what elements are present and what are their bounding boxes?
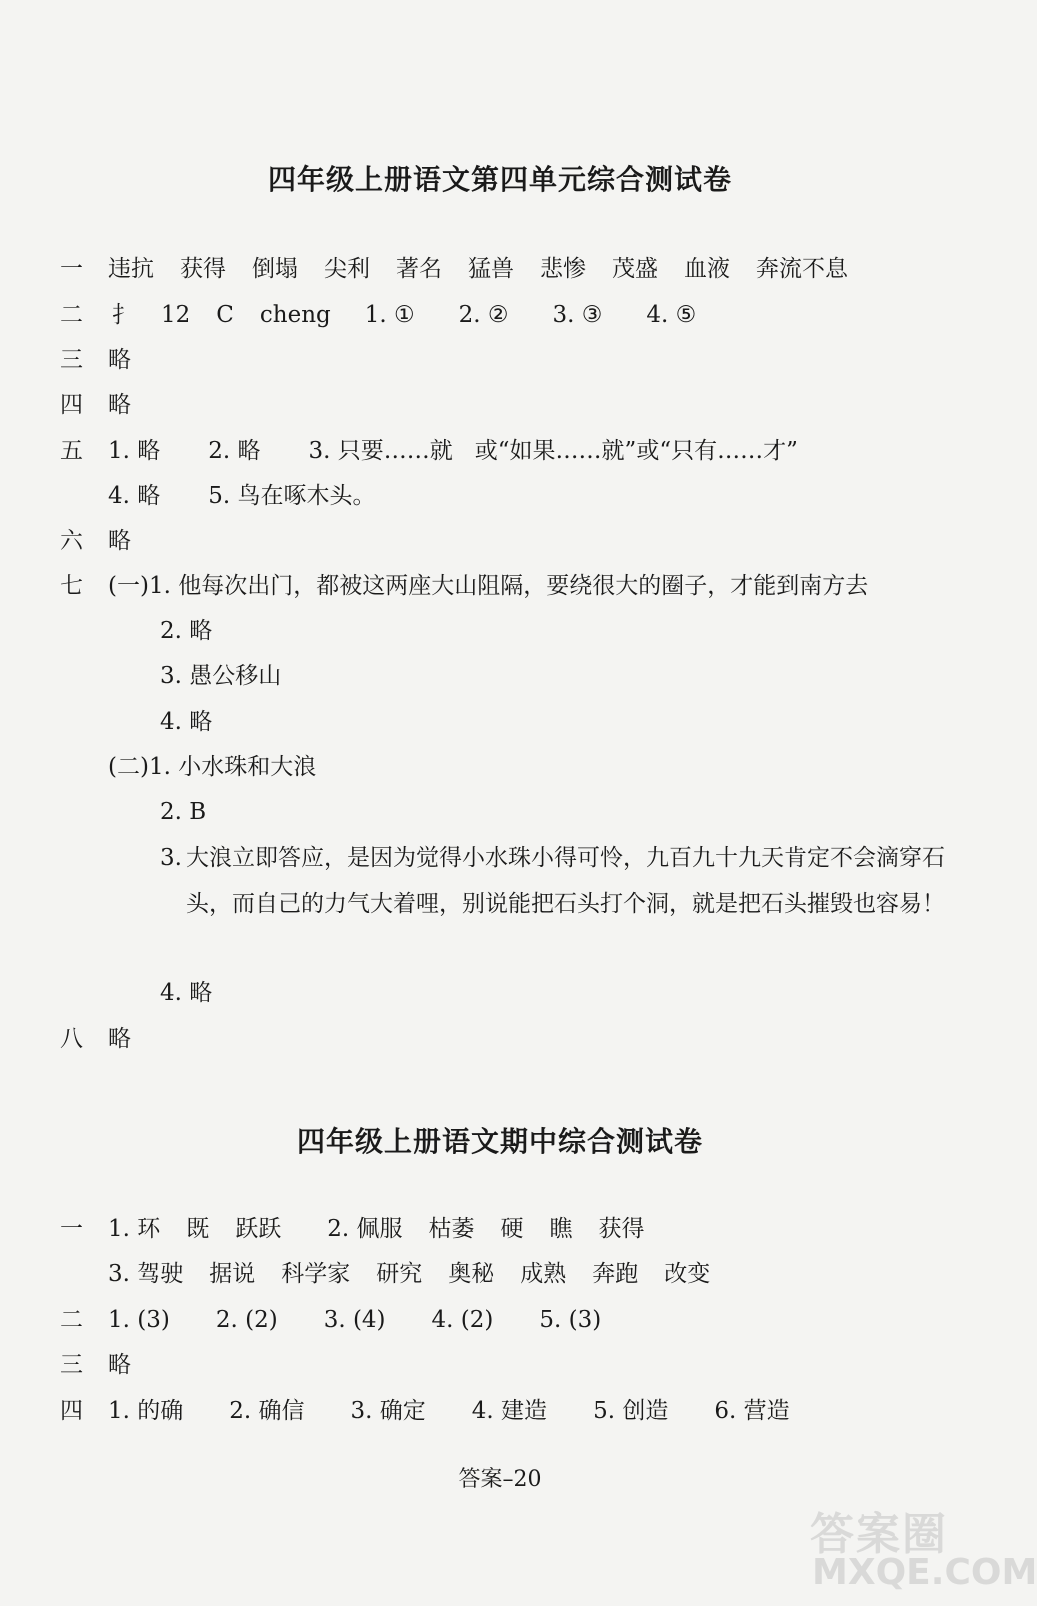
t1-s7-p2-q3-num: 3. <box>160 845 182 871</box>
watermark-logo <box>810 1498 1037 1598</box>
word: 获得 <box>180 256 226 282</box>
answer: 2. 确信 <box>229 1398 305 1424</box>
t1-s2-label: 二 <box>60 302 83 328</box>
answer: 改变 <box>664 1261 711 1287</box>
t1-s7-p2-q3-text: 大浪立即答应，是因为觉得小水珠小得可怜，九百九十九天肯定不会滴穿石头，而自己的力气大着哩，别说能把石头打个洞，就是把石头摧毁也容易！ <box>186 845 945 917</box>
answer: cheng <box>259 302 331 328</box>
watermark-line1: 答案圈 <box>810 1509 948 1560</box>
answer: 2. ② <box>458 302 509 328</box>
t1-s7-p1-q4: 4. 略 <box>160 709 213 735</box>
answer: 既 <box>186 1216 210 1242</box>
answer: 2. (2) <box>215 1307 278 1333</box>
answer: 4. 略 <box>108 483 161 509</box>
t1-s6-text: 略 <box>108 528 131 554</box>
word: 奔流不息 <box>756 256 848 282</box>
answer: 5. 鸟在啄木头。 <box>208 483 376 509</box>
test1-title: 四年级上册语文第四单元综合测试卷 <box>267 163 732 196</box>
answer: 12 <box>161 302 191 328</box>
answer: 2. 略 <box>208 438 261 464</box>
t2-s1-line2 <box>108 1259 736 1289</box>
t1-s7-p2-q1: (二)1. 小水珠和大浪 <box>108 754 317 780</box>
t1-s8-text: 略 <box>108 1026 131 1052</box>
t2-s1-label: 一 <box>60 1216 83 1242</box>
watermark-line2: MXQE.COM <box>812 1552 1037 1593</box>
answer: 3. 确定 <box>350 1398 426 1424</box>
answer: 4. (2) <box>431 1307 494 1333</box>
answer: 1. ① <box>364 302 415 328</box>
word: 倒塌 <box>252 256 298 282</box>
answer: 成熟 <box>520 1261 567 1287</box>
t1-s7-label: 七 <box>60 573 83 599</box>
t2-s3-label: 三 <box>60 1352 83 1378</box>
t1-s1-label: 一 <box>60 256 83 282</box>
test2-title: 四年级上册语文期中综合测试卷 <box>296 1125 703 1158</box>
answer: 6. 营造 <box>714 1398 790 1424</box>
answer: 获得 <box>598 1216 645 1242</box>
answer: 或“如果……就”或“只有……才” <box>474 438 798 464</box>
answer: 奥秘 <box>448 1261 495 1287</box>
word: 违抗 <box>108 256 154 282</box>
t1-s4-label: 四 <box>60 392 83 418</box>
answer: 1. 略 <box>108 438 161 464</box>
answer: 瞧 <box>549 1216 573 1242</box>
t1-s3-text: 略 <box>108 347 131 373</box>
t1-s7-p1-q3: 3. 愚公移山 <box>160 663 282 689</box>
answer: C <box>216 302 234 328</box>
word: 猛兽 <box>468 256 514 282</box>
answer: 1. 的确 <box>108 1398 184 1424</box>
word: 茂盛 <box>612 256 658 282</box>
answer: 跃跃 <box>235 1216 282 1242</box>
t1-s7-p2-q4: 4. 略 <box>160 980 213 1006</box>
answer: 3. ③ <box>552 302 603 328</box>
t2-s3-text: 略 <box>108 1352 131 1378</box>
t1-s7-p1-q1: (一)1. 他每次出门，都被这两座大山阻隔，要绕很大的圈子，才能到南方去 <box>108 573 869 599</box>
t2-s4-label: 四 <box>60 1398 83 1424</box>
t1-s5-label: 五 <box>60 438 83 464</box>
answer: 科学家 <box>281 1261 351 1287</box>
t2-s4-items <box>108 1396 816 1426</box>
answer: 枯萎 <box>428 1216 475 1242</box>
t1-s4-text: 略 <box>108 392 131 418</box>
t1-s5-line2 <box>108 481 402 511</box>
t1-s7-p2-q2: 2. B <box>160 799 207 825</box>
answer: 4. 建造 <box>471 1398 548 1424</box>
answer: 3. 驾驶 <box>108 1261 184 1287</box>
t1-s7-p1-q2: 2. 略 <box>160 618 213 644</box>
word: 著名 <box>396 256 442 282</box>
t1-s6-label: 六 <box>60 528 83 554</box>
word: 尖利 <box>324 256 370 282</box>
word: 血液 <box>684 256 730 282</box>
t1-s8-label: 八 <box>60 1026 83 1052</box>
t2-s2-label: 二 <box>60 1307 83 1333</box>
word: 悲惨 <box>540 256 586 282</box>
t2-s1-line1 <box>108 1214 671 1244</box>
answer: 2. 佩服 <box>327 1216 403 1242</box>
t2-s2-items <box>108 1305 627 1335</box>
t1-s2-items <box>112 300 722 330</box>
answer: 5. (3) <box>539 1307 602 1333</box>
answer: 据说 <box>209 1261 256 1287</box>
answer: 研究 <box>376 1261 423 1287</box>
answer: 4. ⑤ <box>646 302 697 328</box>
t1-s3-label: 三 <box>60 347 83 373</box>
answer: 3. 只要……就 <box>308 438 453 464</box>
t1-s1-words <box>108 254 848 284</box>
page-number: 答案–20 <box>458 1467 542 1492</box>
answer: 1. (3) <box>108 1307 170 1333</box>
answer: 5. 创造 <box>593 1398 669 1424</box>
answer: 硬 <box>500 1216 524 1242</box>
answer: 3. (4) <box>323 1307 386 1333</box>
answer: 扌 <box>112 302 135 328</box>
answer: 1. 环 <box>108 1216 161 1242</box>
answer: 奔跑 <box>592 1261 639 1287</box>
t1-s5-line1 <box>108 436 824 466</box>
